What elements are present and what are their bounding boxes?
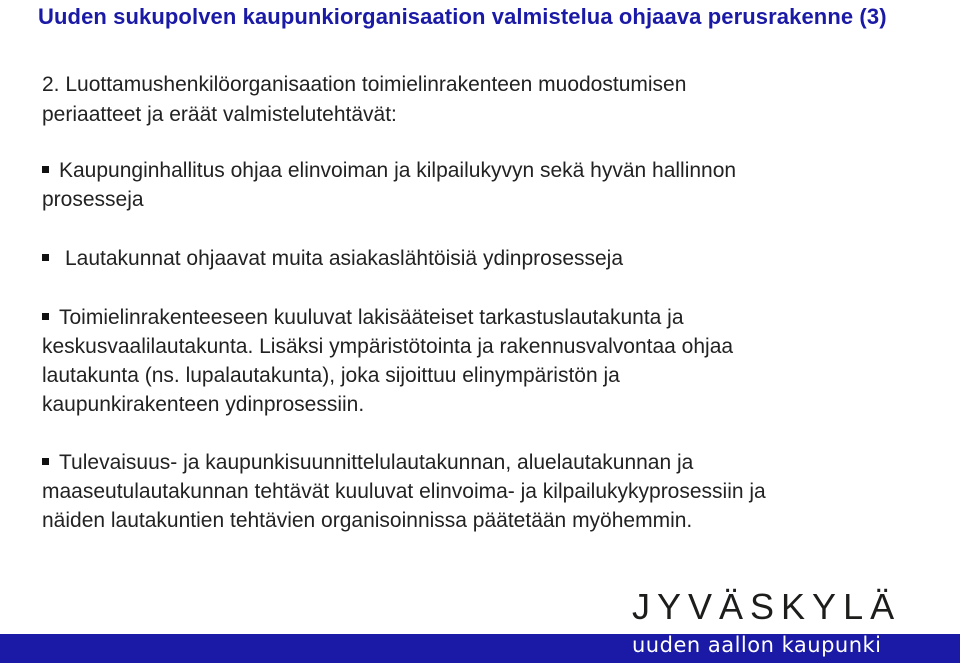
bullet-4-line-1: Tulevaisuus- ja kaupunkisuunnittelulautakunnan, aluelautakunnan ja [59, 451, 694, 474]
bullet-3-line-2: keskusvaalilautakunta. Lisäksi ympäristötointa ja rakennusvalvontaa ohjaa [42, 335, 734, 358]
bullet-4-line-2: maaseutulautakunnan tehtävät kuuluvat elinvoima- ja kilpailukykyprosessiin ja [42, 480, 766, 503]
section-heading-line-2: periaatteet ja eräät valmistelutehtävät: [42, 103, 397, 126]
bullet-1-line-2: prosesseja [42, 188, 144, 211]
bullet-3-line-4: kaupunkirakenteen ydinprosessiin. [42, 393, 365, 416]
bullet-item-4 [42, 448, 922, 535]
section-heading-line-1: 2. Luottamushenkilöorganisaation toimielinrakenteen muodostumisen [42, 73, 687, 96]
jyvaskyla-logo: JYVÄSKYLÄ [632, 586, 902, 627]
footer-slogan: uuden aallon kaupunki [632, 633, 882, 657]
bullet-1-line-1: Kaupunginhallitus ohjaa elinvoiman ja kilpailukyvyn sekä hyvän hallinnon [59, 159, 737, 182]
bullet-3-line-3: lautakunta (ns. lupalautakunta), joka sijoittuu elinympäristön ja [42, 364, 620, 387]
bullet-item-2 [42, 244, 922, 273]
square-bullet-icon [42, 313, 49, 320]
slide-title: Uuden sukupolven kaupunkiorganisaation valmistelua ohjaava perusrakenne (3) [38, 4, 887, 29]
square-bullet-icon [42, 458, 49, 465]
bullet-4-line-3: näiden lautakuntien tehtävien organisoinnissa päätetään myöhemmin. [42, 509, 693, 532]
square-bullet-icon [42, 166, 49, 173]
bullet-item-1 [42, 156, 922, 214]
bullet-item-3 [42, 303, 922, 419]
bullet-3-line-1: Toimielinrakenteeseen kuuluvat lakisääteiset tarkastuslautakunta ja [59, 306, 684, 329]
section-heading [42, 70, 922, 130]
bullet-2-line-1: Lautakunnat ohjaavat muita asiakaslähtöisiä ydinprosesseja [65, 247, 624, 270]
square-bullet-icon [42, 254, 49, 261]
